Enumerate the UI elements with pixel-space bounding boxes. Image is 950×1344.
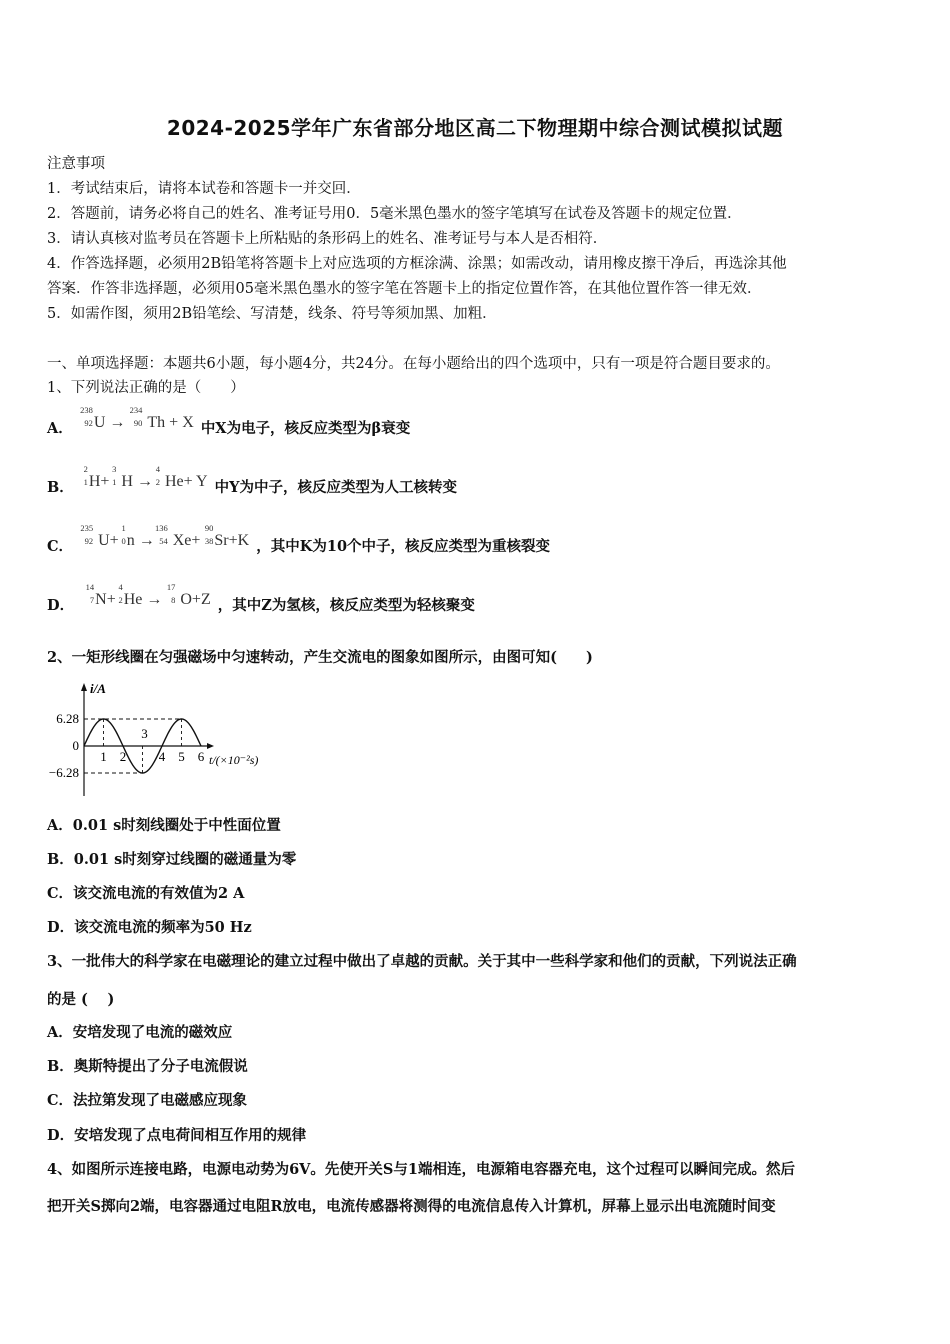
option-text: 中X为电子，核反应类型为β衰变 (200, 420, 411, 437)
nuclear-equation-d: 14 7 N+ 4 2 He → 17 8 O+Z (85, 582, 211, 608)
notice-heading: 注意事项 (47, 156, 105, 172)
notice-item-4: 4．作答选择题，必须用2B铅笔将答题卡上对应选项的方框涂满、涂黑；如需改动，请用橡皮擦干净后，再选涂其他 (47, 256, 787, 272)
x-tick-label: 4 (158, 749, 166, 764)
q2-option-d: D．该交流电流的频率为50 Hz (47, 919, 252, 936)
nuclear-equation-a: 238 92 U → 234 90 Th + X (80, 405, 194, 431)
notice-item-2: 2．答题前，请务必将自己的姓名、准考证号用0．5毫米黑色墨水的签字笔填写在试卷及答题卡的规定位置． (47, 206, 742, 222)
q3-option-c: C．法拉第发现了电磁感应现象 (47, 1092, 248, 1109)
option-text: 中Y为中子，核反应类型为人工核转变 (214, 479, 458, 496)
y-tick-label: −6.28 (48, 765, 79, 781)
y-tick-label: 6.28 (56, 710, 79, 726)
y-tick-label: 0 (72, 738, 79, 753)
x-tick-label: 5 (178, 749, 185, 764)
q1-option-b (47, 464, 458, 497)
x-tick-label: 2 (119, 749, 127, 764)
option-letter: B． (47, 479, 74, 496)
q2-option-a: A．0.01 s时刻线圈处于中性面位置 (47, 817, 281, 834)
option-text: ，其中K为10个中子，核反应类型为重核裂变 (256, 538, 551, 555)
option-text: ，其中Z为氢核，核反应类型为轻核聚变 (217, 597, 475, 614)
x-tick-label: 1 (100, 749, 107, 764)
option-letter: C． (47, 538, 74, 555)
section-heading: 一、单项选择题：本题共6小题，每小题4分，共24分。在每小题给出的四个选项中，只有一项是符合题目要求的。 (47, 356, 780, 372)
q1-option-a (47, 405, 411, 438)
page-title: 2024-2025学年广东省部分地区高二下物理期中综合测试模拟试题 (166, 116, 784, 140)
q1-option-d (47, 582, 475, 615)
option-letter: A． (47, 420, 73, 437)
q2-option-c: C．该交流电流的有效值为2 A (47, 885, 245, 902)
notice-item-4-cont: 答案．作答非选择题，必须用05毫米黑色墨水的签字笔在答题卡上的指定位置作答，在其他位置作答一律无效． (47, 281, 762, 297)
notice-item-1: 1．考试结束后，请将本试卷和答题卡一并交回． (47, 181, 361, 197)
q1-option-c (47, 523, 551, 556)
q3-option-d: D．安培发现了点电荷间相互作用的规律 (47, 1127, 307, 1144)
current-time-chart (44, 678, 294, 798)
y-axis-arrow (81, 683, 87, 691)
y-axis-label: i/A (90, 681, 106, 696)
nuclear-equation-c: 235 92 U+ 1 0 n → 136 54 Xe+ 90 38 Sr+K (80, 523, 250, 549)
q2-stem: 2、一矩形线圈在匀强磁场中匀速转动，产生交流电的图象如图所示，由图可知( ) (47, 649, 593, 666)
option-letter: D． (47, 597, 75, 614)
x-axis-label: t/(×10⁻²s) (209, 753, 259, 767)
x-tick-label: 3 (141, 726, 148, 741)
x-tick-label: 6 (197, 749, 205, 764)
q1-stem: 1、下列说法正确的是（ ） (47, 380, 245, 396)
notice-item-5: 5．如需作图，须用2B铅笔绘、写清楚，线条、符号等须加黑、加粗． (47, 306, 497, 322)
x-axis-arrow (207, 743, 214, 749)
q3-stem-cont: 的是 ( ) (47, 991, 115, 1008)
q3-stem: 3、一批伟大的科学家在电磁理论的建立过程中做出了卓越的贡献。关于其中一些科学家和他们的贡献，下列说法正确 (47, 953, 797, 970)
q3-option-a: A．安培发现了电流的磁效应 (47, 1024, 233, 1041)
nuclear-equation-b: 2 1 H+ 3 1 H → 4 2 He+ Y (83, 464, 208, 490)
q2-option-b: B．0.01 s时刻穿过线圈的磁通量为零 (47, 851, 297, 868)
q3-option-b: B．奥斯特提出了分子电流假说 (47, 1058, 248, 1075)
q4-stem: 4、如图所示连接电路，电源电动势为6V。先使开关S与1端相连，电源箱电容器充电，这个过程可以瞬间完成。然后 (47, 1161, 795, 1178)
notice-item-3: 3．请认真核对监考员在答题卡上所粘贴的条形码上的姓名、准考证号与本人是否相符． (47, 231, 608, 247)
q4-stem-cont: 把开关S掷向2端，电容器通过电阻R放电，电流传感器将测得的电流信息传入计算机，屏幕上显示出电流随时间变 (47, 1198, 776, 1215)
